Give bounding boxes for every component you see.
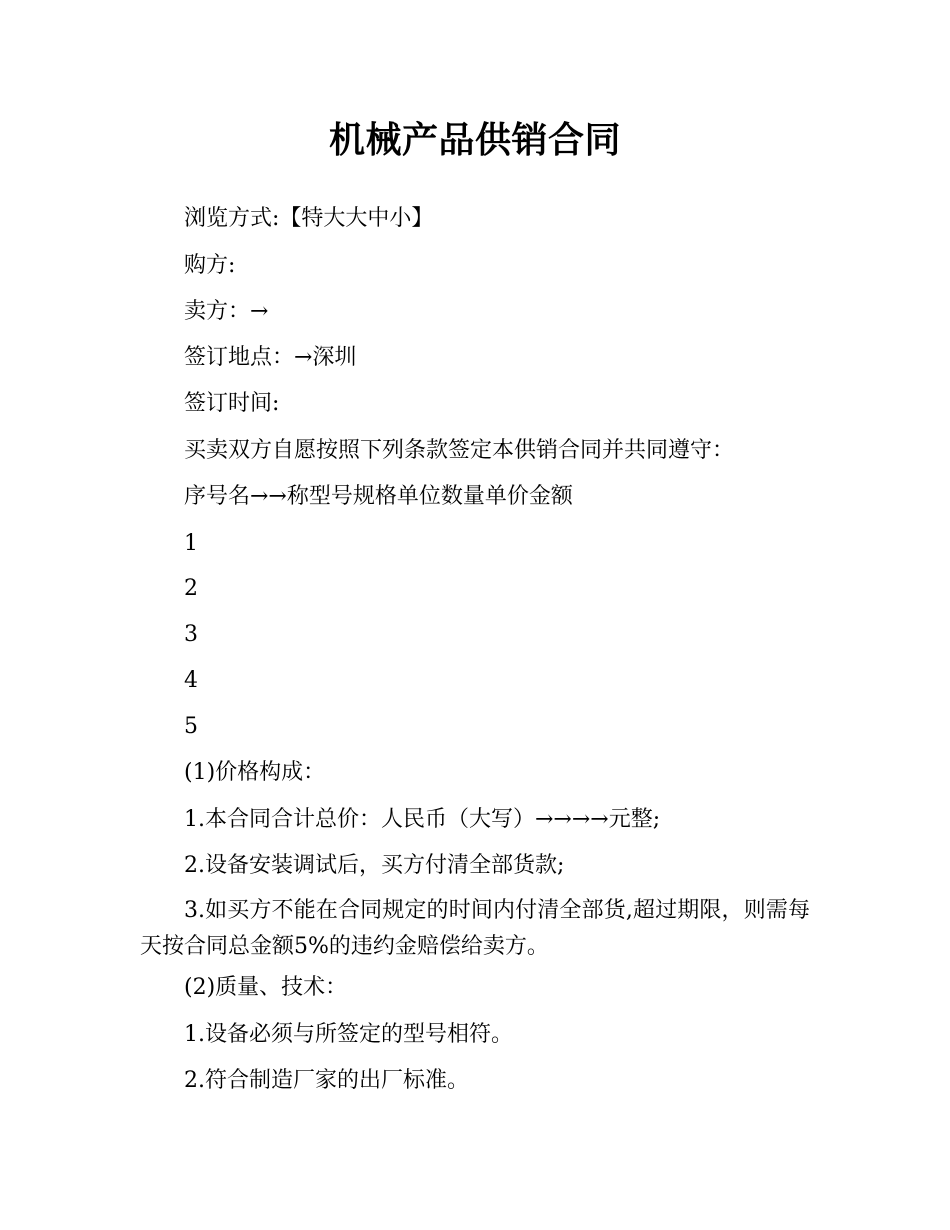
signing-place-line: 签订地点：→深圳 (184, 345, 357, 370)
row-number-4: 4 (184, 668, 198, 693)
price-item-2: 2.设备安装调试后，买方付清全部货款; (184, 853, 565, 878)
section-price-heading: (1)价格构成： (184, 760, 326, 785)
quality-item-1: 1.设备必须与所签定的型号相符。 (184, 1022, 513, 1047)
document-title: 机械产品供销合同 (328, 120, 621, 161)
browse-mode-line: 浏览方式:【特大大中小】 (184, 206, 434, 231)
signing-time-line: 签订时间: (184, 391, 280, 416)
table-header-line: 序号名→→称型号规格单位数量单价金额 (184, 484, 573, 509)
agreement-intro-line: 买卖双方自愿按照下列条款签定本供销合同并共同遵守： (184, 438, 735, 463)
quality-item-2: 2.符合制造厂家的出厂标准。 (184, 1068, 469, 1093)
row-number-3: 3 (184, 622, 198, 647)
row-number-1: 1 (184, 531, 198, 556)
price-item-1: 1.本合同合计总价：人民币（大写）→→→→元整; (184, 807, 661, 832)
price-item-3: 3.如买方不能在合同规定的时间内付清全部货,超过期限，则需每天按合同总金额5%的违约金赔偿给卖方。 (140, 898, 810, 959)
buyer-line: 购方: (184, 253, 236, 278)
row-number-2: 2 (184, 576, 198, 601)
section-quality-heading: (2)质量、技术： (184, 975, 348, 1000)
seller-line: 卖方：→ (184, 299, 269, 324)
row-number-5: 5 (184, 714, 198, 739)
